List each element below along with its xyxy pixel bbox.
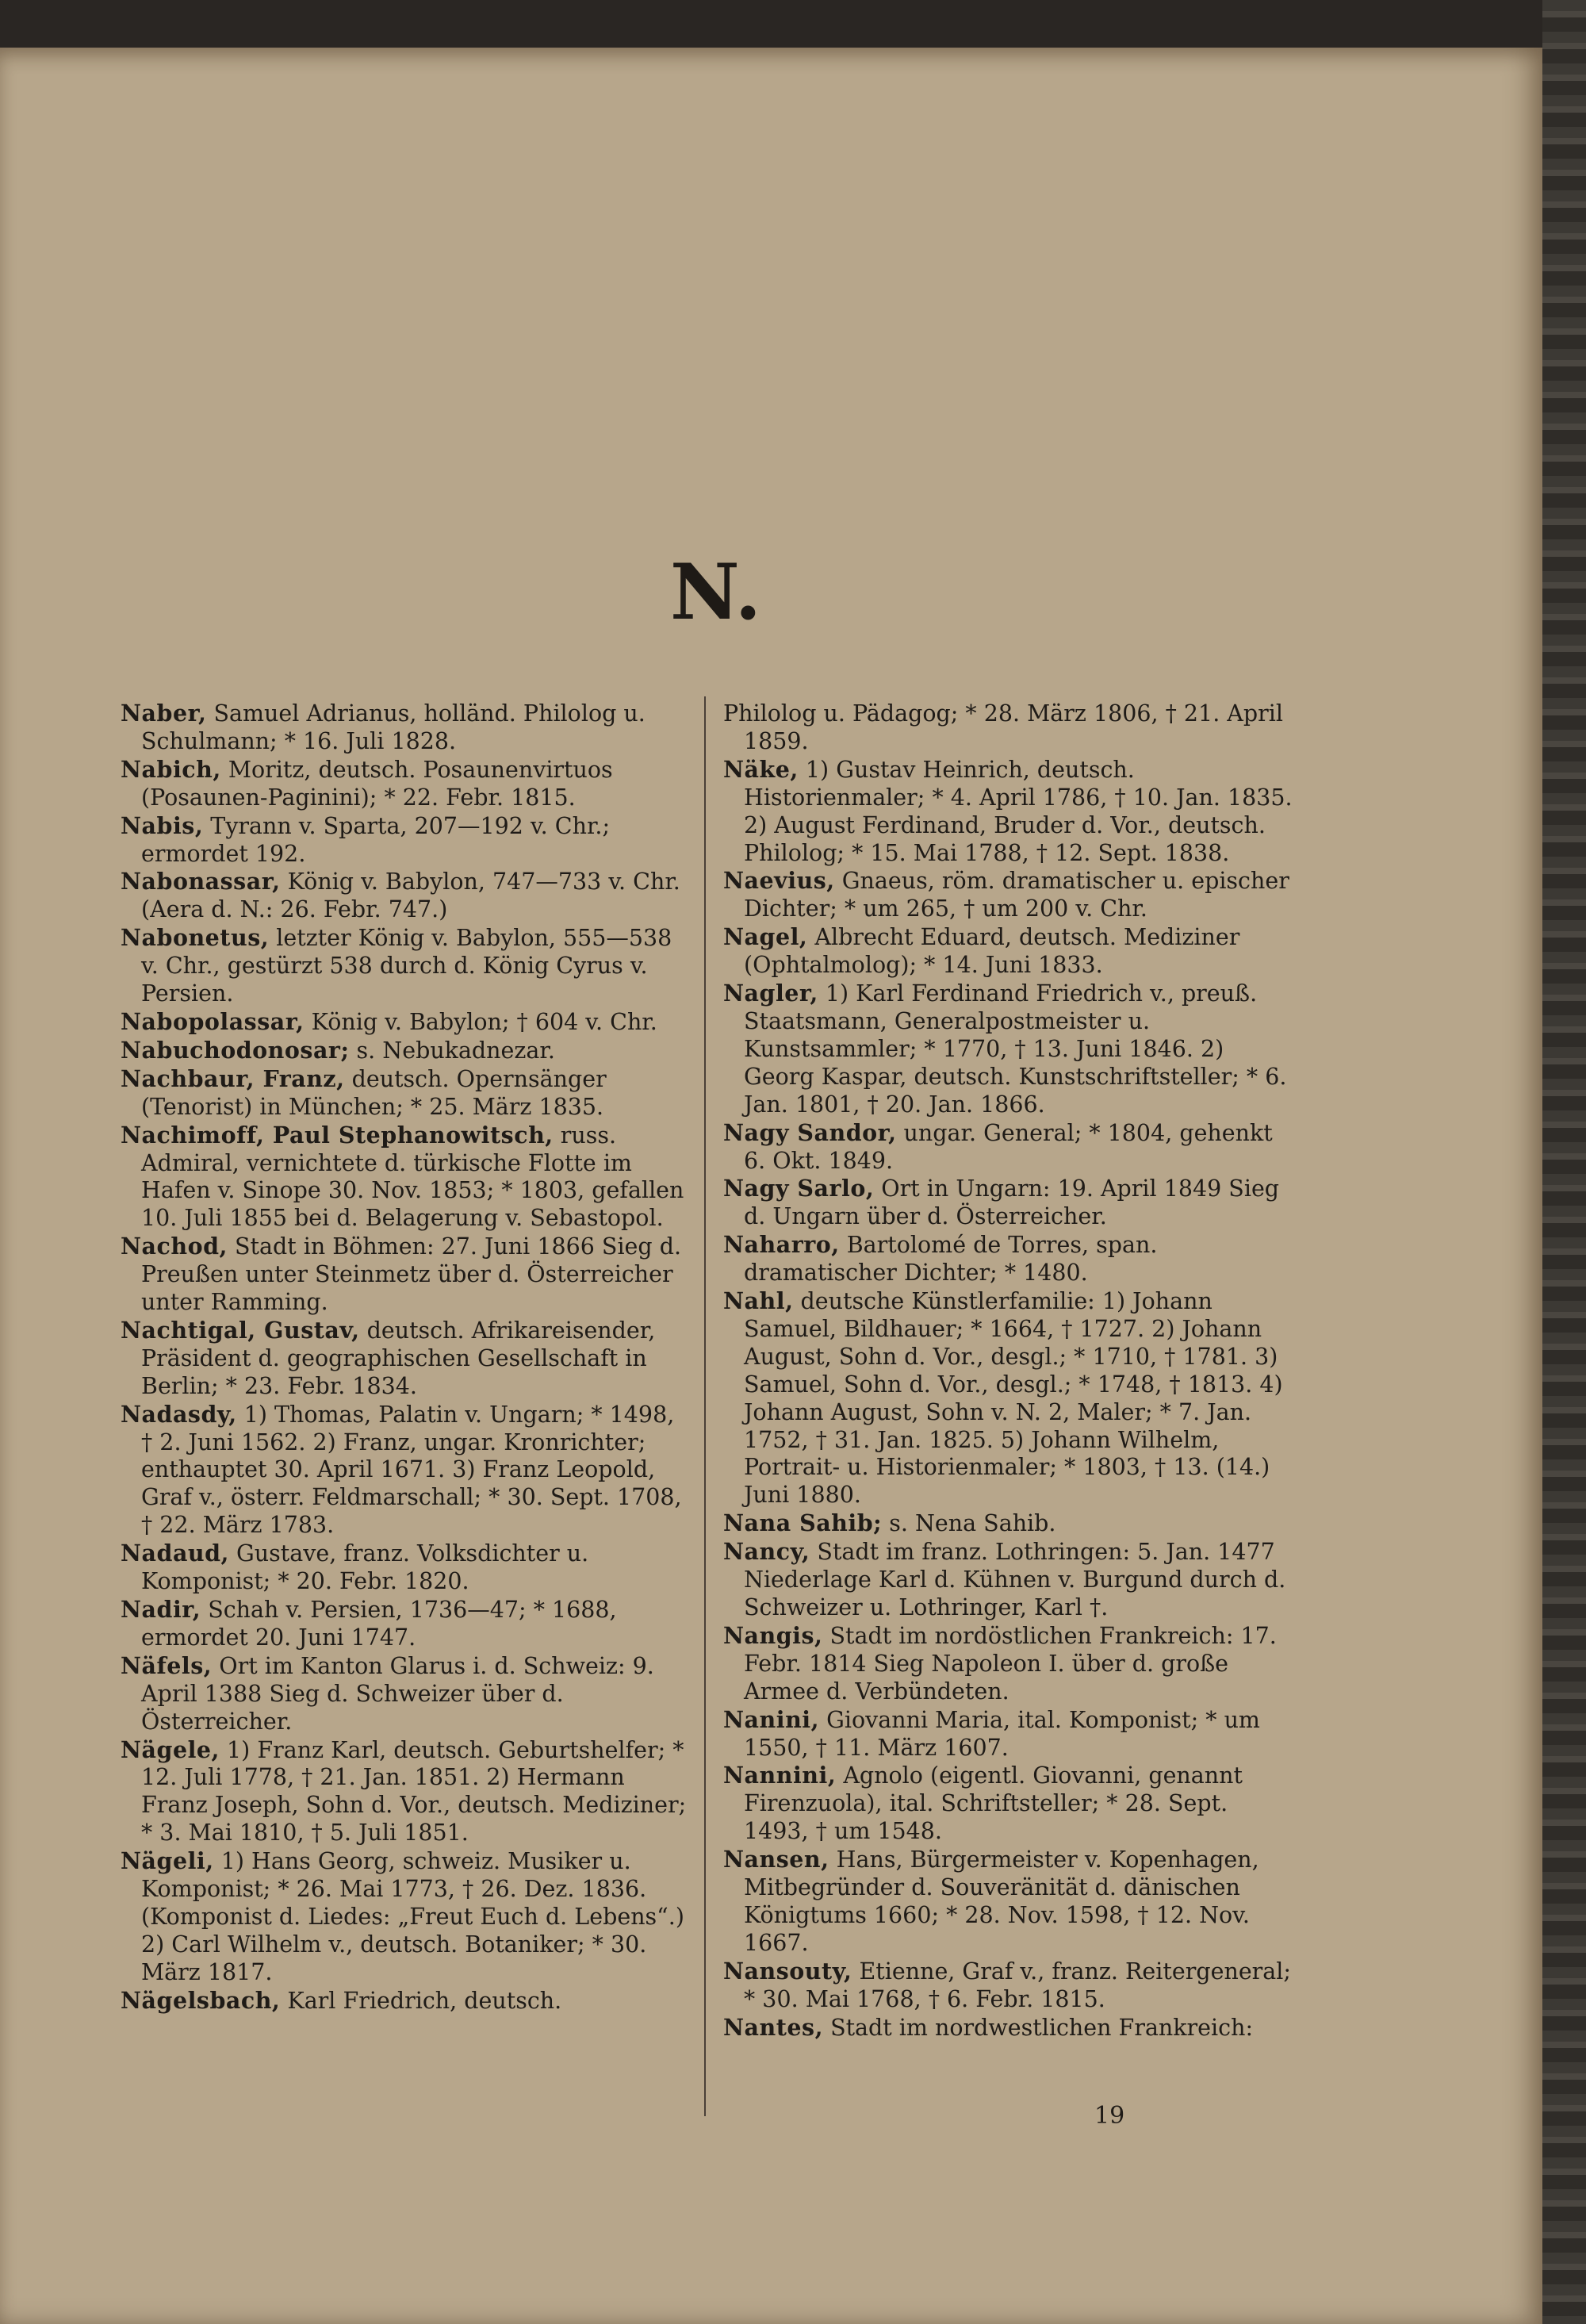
entry-headword: Nachod, xyxy=(121,1233,228,1260)
dictionary-entry xyxy=(121,812,691,869)
dictionary-entry xyxy=(723,1622,1294,1706)
entry-text: Stadt in Böhmen: 27. Juni 1866 Sieg d. Preußen unter Steinmetz über d. Österreicher unter Ramming. xyxy=(141,1233,682,1316)
dictionary-entry xyxy=(121,1065,691,1122)
dictionary-entry xyxy=(723,1538,1294,1622)
dictionary-entry xyxy=(723,923,1294,980)
dictionary-entry xyxy=(121,1652,691,1736)
entry-text: Tyrann v. Sparta, 207—192 v. Chr.; ermordet 192. xyxy=(141,812,611,867)
entry-headword: Nansouty, xyxy=(723,1957,852,1985)
dictionary-entry xyxy=(121,1233,691,1317)
dictionary-entry xyxy=(723,1846,1294,1958)
entry-headword: Naharro, xyxy=(723,1231,840,1259)
entry-text: deutsche Künstlerfamilie: 1) Johann Samuel, Bildhauer; * 1664, † 1727. 2) Johann August, Sohn d. Vor., desgl.; * 1710, † 1781. 3) Samuel, Sohn d. Vor., desgl.; * 1748, † 1813. 4) Johann August, Sohn v. N. 2, Maler; * 7. Jan. 1752, † 31. Jan. 1825. 5) Johann Wilhelm, Portrait- u. Historienmaler; * 1803, † 13. (14.) Juni 1880. xyxy=(744,1288,1283,1509)
entry-text: s. Nebukadnezar. xyxy=(349,1037,555,1064)
dictionary-entry xyxy=(121,1736,691,1848)
entry-headword: Nagy Sarlo, xyxy=(723,1175,875,1202)
dictionary-entry xyxy=(723,1119,1294,1175)
entry-text: 1) Franz Karl, deutsch. Geburtshelfer; * 12. Juli 1778, † 21. Jan. 1851. 2) Hermann Franz Joseph, Sohn d. Vor., deutsch. Mediziner; * 3. Mai 1810, † 5. Juli 1851. xyxy=(141,1736,687,1847)
dictionary-entry xyxy=(121,1540,691,1596)
entry-text: Gustave, franz. Volksdichter u. Komponist; * 20. Febr. 1820. xyxy=(141,1540,589,1595)
dictionary-entry xyxy=(121,700,691,756)
entry-headword: Nachimoff, Paul Stephanowitsch, xyxy=(121,1121,554,1149)
dictionary-entry xyxy=(121,1987,691,2015)
entry-headword: Näke, xyxy=(723,755,799,783)
dictionary-entry xyxy=(723,1175,1294,1231)
entry-text: deutsch. Opernsänger (Tenorist) in München; * 25. März 1835. xyxy=(141,1065,607,1120)
entry-headword: Nabonassar, xyxy=(121,868,281,895)
entry-text: Karl Friedrich, deutsch. xyxy=(280,1987,562,2014)
entry-headword: Nachbaur, Franz, xyxy=(121,1064,345,1092)
dictionary-entry xyxy=(723,980,1294,1119)
entry-text: letzter König v. Babylon, 555—538 v. Chr., gestürzt 538 durch d. König Cyrus v. Persien. xyxy=(141,925,672,1007)
entry-text: Bartolomé de Torres, span. dramatischer Dichter; * 1480. xyxy=(744,1232,1158,1287)
dictionary-entry xyxy=(723,1287,1294,1509)
entry-headword: Nabich, xyxy=(121,755,221,783)
entry-text: deutsch. Afrikareisender, Präsident d. geographischen Gesellschaft in Berlin; * 23. Febr. 1834. xyxy=(141,1317,656,1399)
entry-headword: Nancy, xyxy=(723,1538,810,1566)
dictionary-entry xyxy=(121,1008,691,1037)
dictionary-entry xyxy=(723,867,1294,923)
dictionary-entry xyxy=(121,1037,691,1065)
dictionary-entry xyxy=(723,1231,1294,1287)
entry-headword: Nägeli, xyxy=(121,1847,214,1875)
entry-text: Stadt im franz. Lothringen: 5. Jan. 1477 Niederlage Karl d. Kühnen v. Burgund durch d. Schweizer u. Lothringer, Karl †. xyxy=(744,1539,1286,1620)
entry-text: 1) Hans Georg, schweiz. Musiker u. Komponist; * 26. Mai 1773, † 26. Dez. 1836. (Komponist d. Liedes: „Freut Euch d. Lebens“.) 2) Carl Wilhelm v., deutsch. Botaniker; * 30. März 1817. xyxy=(141,1848,684,1985)
entry-headword: Näfels, xyxy=(121,1651,213,1679)
entry-headword: Nabuchodonosar; xyxy=(121,1036,350,1064)
entry-headword: Naber, xyxy=(121,700,207,727)
entry-headword: Nadir, xyxy=(121,1596,201,1623)
entry-text: s. Nena Sahib. xyxy=(882,1510,1056,1537)
entry-headword: Nahl, xyxy=(723,1287,794,1315)
entry-headword: Nannini, xyxy=(723,1762,837,1789)
entry-headword: Nachtigal, Gustav, xyxy=(121,1316,360,1344)
entry-text: Stadt im nordöstlichen Frankreich: 17. Febr. 1814 Sieg Napoleon I. über d. große Armee d. Verbündeten. xyxy=(744,1622,1277,1705)
entry-headword: Nansen, xyxy=(723,1846,829,1873)
entry-text: Giovanni Maria, ital. Komponist; * um 1550, † 11. März 1607. xyxy=(744,1706,1260,1761)
entry-headword: Nabopolassar, xyxy=(121,1007,305,1035)
left-column xyxy=(121,700,691,2111)
book-cover-edge xyxy=(1542,0,1586,2324)
dictionary-entry xyxy=(723,700,1294,756)
entry-text: Albrecht Eduard, deutsch. Mediziner (Ophtalmolog); * 14. Juni 1833. xyxy=(744,924,1240,979)
entry-headword: Nagler, xyxy=(723,980,818,1007)
entry-headword: Nagel, xyxy=(723,923,808,951)
entry-text: 1) Thomas, Palatin v. Ungarn; * 1498, † 2. Juni 1562. 2) Franz, ungar. Kronrichter; enthauptet 30. April 1671. 3) Franz Leopold, Graf v., österr. Feldmarschall; * 30. Sept. 1708, † 22. März 1783. xyxy=(141,1401,682,1539)
section-letter: N. xyxy=(670,547,762,637)
entry-headword: Nantes, xyxy=(723,2013,824,2041)
entry-text: Ort in Ungarn: 19. April 1849 Sieg d. Ungarn über d. Österreicher. xyxy=(744,1175,1280,1230)
entry-text: 1) Gustav Heinrich, deutsch. Historienmaler; * 4. April 1786, † 10. Jan. 1835. 2) August Ferdinand, Bruder d. Vor., deutsch. Philolog; * 15. Mai 1788, † 12. Sept. 1838. xyxy=(744,756,1293,866)
entry-headword: Nagy Sandor, xyxy=(723,1118,897,1146)
entry-text: Schah v. Persien, 1736—47; * 1688, ermordet 20. Juni 1747. xyxy=(141,1597,617,1651)
entry-headword: Nana Sahib; xyxy=(723,1509,883,1537)
entry-text: Agnolo (eigentl. Giovanni, genannt Firenzuola), ital. Schriftsteller; * 28. Sept. 1493, † um 1548. xyxy=(744,1762,1243,1845)
dictionary-entry xyxy=(723,1706,1294,1762)
dictionary-entry xyxy=(121,1317,691,1401)
entry-text: russ. Admiral, vernichtete d. türkische Flotte im Hafen v. Sinope 30. Nov. 1853; * 1803, gefallen 10. Juli 1855 bei d. Belagerung v. Sebastopol. xyxy=(141,1122,684,1232)
dictionary-entry xyxy=(723,756,1294,868)
entry-text: Moritz, deutsch. Posaunenvirtuos (Posaunen-Paginini); * 22. Febr. 1815. xyxy=(141,756,613,811)
dictionary-entry xyxy=(121,756,691,812)
dictionary-entry xyxy=(121,1401,691,1540)
dictionary-entry xyxy=(121,924,691,1008)
dictionary-entry xyxy=(121,1847,691,1987)
entry-headword: Nabis, xyxy=(121,811,204,839)
dictionary-entry xyxy=(723,1509,1294,1538)
entry-text: König v. Babylon; † 604 v. Chr. xyxy=(304,1008,657,1035)
entry-text: ungar. General; * 1804, gehenkt 6. Okt. 1849. xyxy=(744,1119,1273,1174)
dictionary-entry xyxy=(121,1122,691,1233)
entry-text: Etienne, Graf v., franz. Reitergeneral; * 30. Mai 1768, † 6. Febr. 1815. xyxy=(744,1958,1292,2012)
dictionary-entry xyxy=(121,1596,691,1652)
dictionary-entry xyxy=(723,2014,1294,2042)
column-divider xyxy=(704,696,706,2116)
entry-text: Samuel Adrianus, holländ. Philolog u. Schulmann; * 16. Juli 1828. xyxy=(141,700,646,754)
entry-headword: Nanini, xyxy=(723,1705,820,1733)
entry-text: König v. Babylon, 747—733 v. Chr. (Aera d. N.: 26. Febr. 747.) xyxy=(141,869,680,923)
right-column xyxy=(723,700,1294,2111)
entry-headword: Nadaud, xyxy=(121,1540,229,1567)
entry-text: Philolog u. Pädagog; * 28. März 1806, † 21. April 1859. xyxy=(723,700,1283,754)
dictionary-entry xyxy=(121,868,691,924)
entry-headword: Nangis, xyxy=(723,1621,823,1649)
entry-headword: Naevius, xyxy=(723,867,835,895)
entry-headword: Nabonetus, xyxy=(121,924,270,952)
entry-text: Stadt im nordwestlichen Frankreich: xyxy=(823,2014,1254,2041)
entry-text: 1) Karl Ferdinand Friedrich v., preuß. Staatsmann, Generalpostmeister u. Kunstsammler; * 1770, † 13. Juni 1846. 2) Georg Kaspar, deutsch. Kunstschriftsteller; * 6. Jan. 1801, † 20. Jan. 1866. xyxy=(744,980,1287,1118)
entry-text: Hans, Bürgermeister v. Kopenhagen, Mitbegründer d. Souveränität d. dänischen Königtums 1660; * 28. Nov. 1598, † 12. Nov. 1667. xyxy=(744,1847,1259,1956)
dictionary-entry xyxy=(723,1958,1294,2014)
dictionary-entry xyxy=(723,1762,1294,1846)
entry-text: Ort im Kanton Glarus i. d. Schweiz: 9. April 1388 Sieg d. Schweizer über d. Österreicher. xyxy=(141,1652,654,1735)
entry-headword: Nägelsbach, xyxy=(121,1986,281,2014)
entry-headword: Nägele, xyxy=(121,1735,220,1763)
entry-headword: Nadasdy, xyxy=(121,1400,237,1428)
page-number: 19 xyxy=(1094,2102,1125,2130)
entry-text: Gnaeus, röm. dramatischer u. epischer Dichter; * um 265, † um 200 v. Chr. xyxy=(744,868,1289,922)
